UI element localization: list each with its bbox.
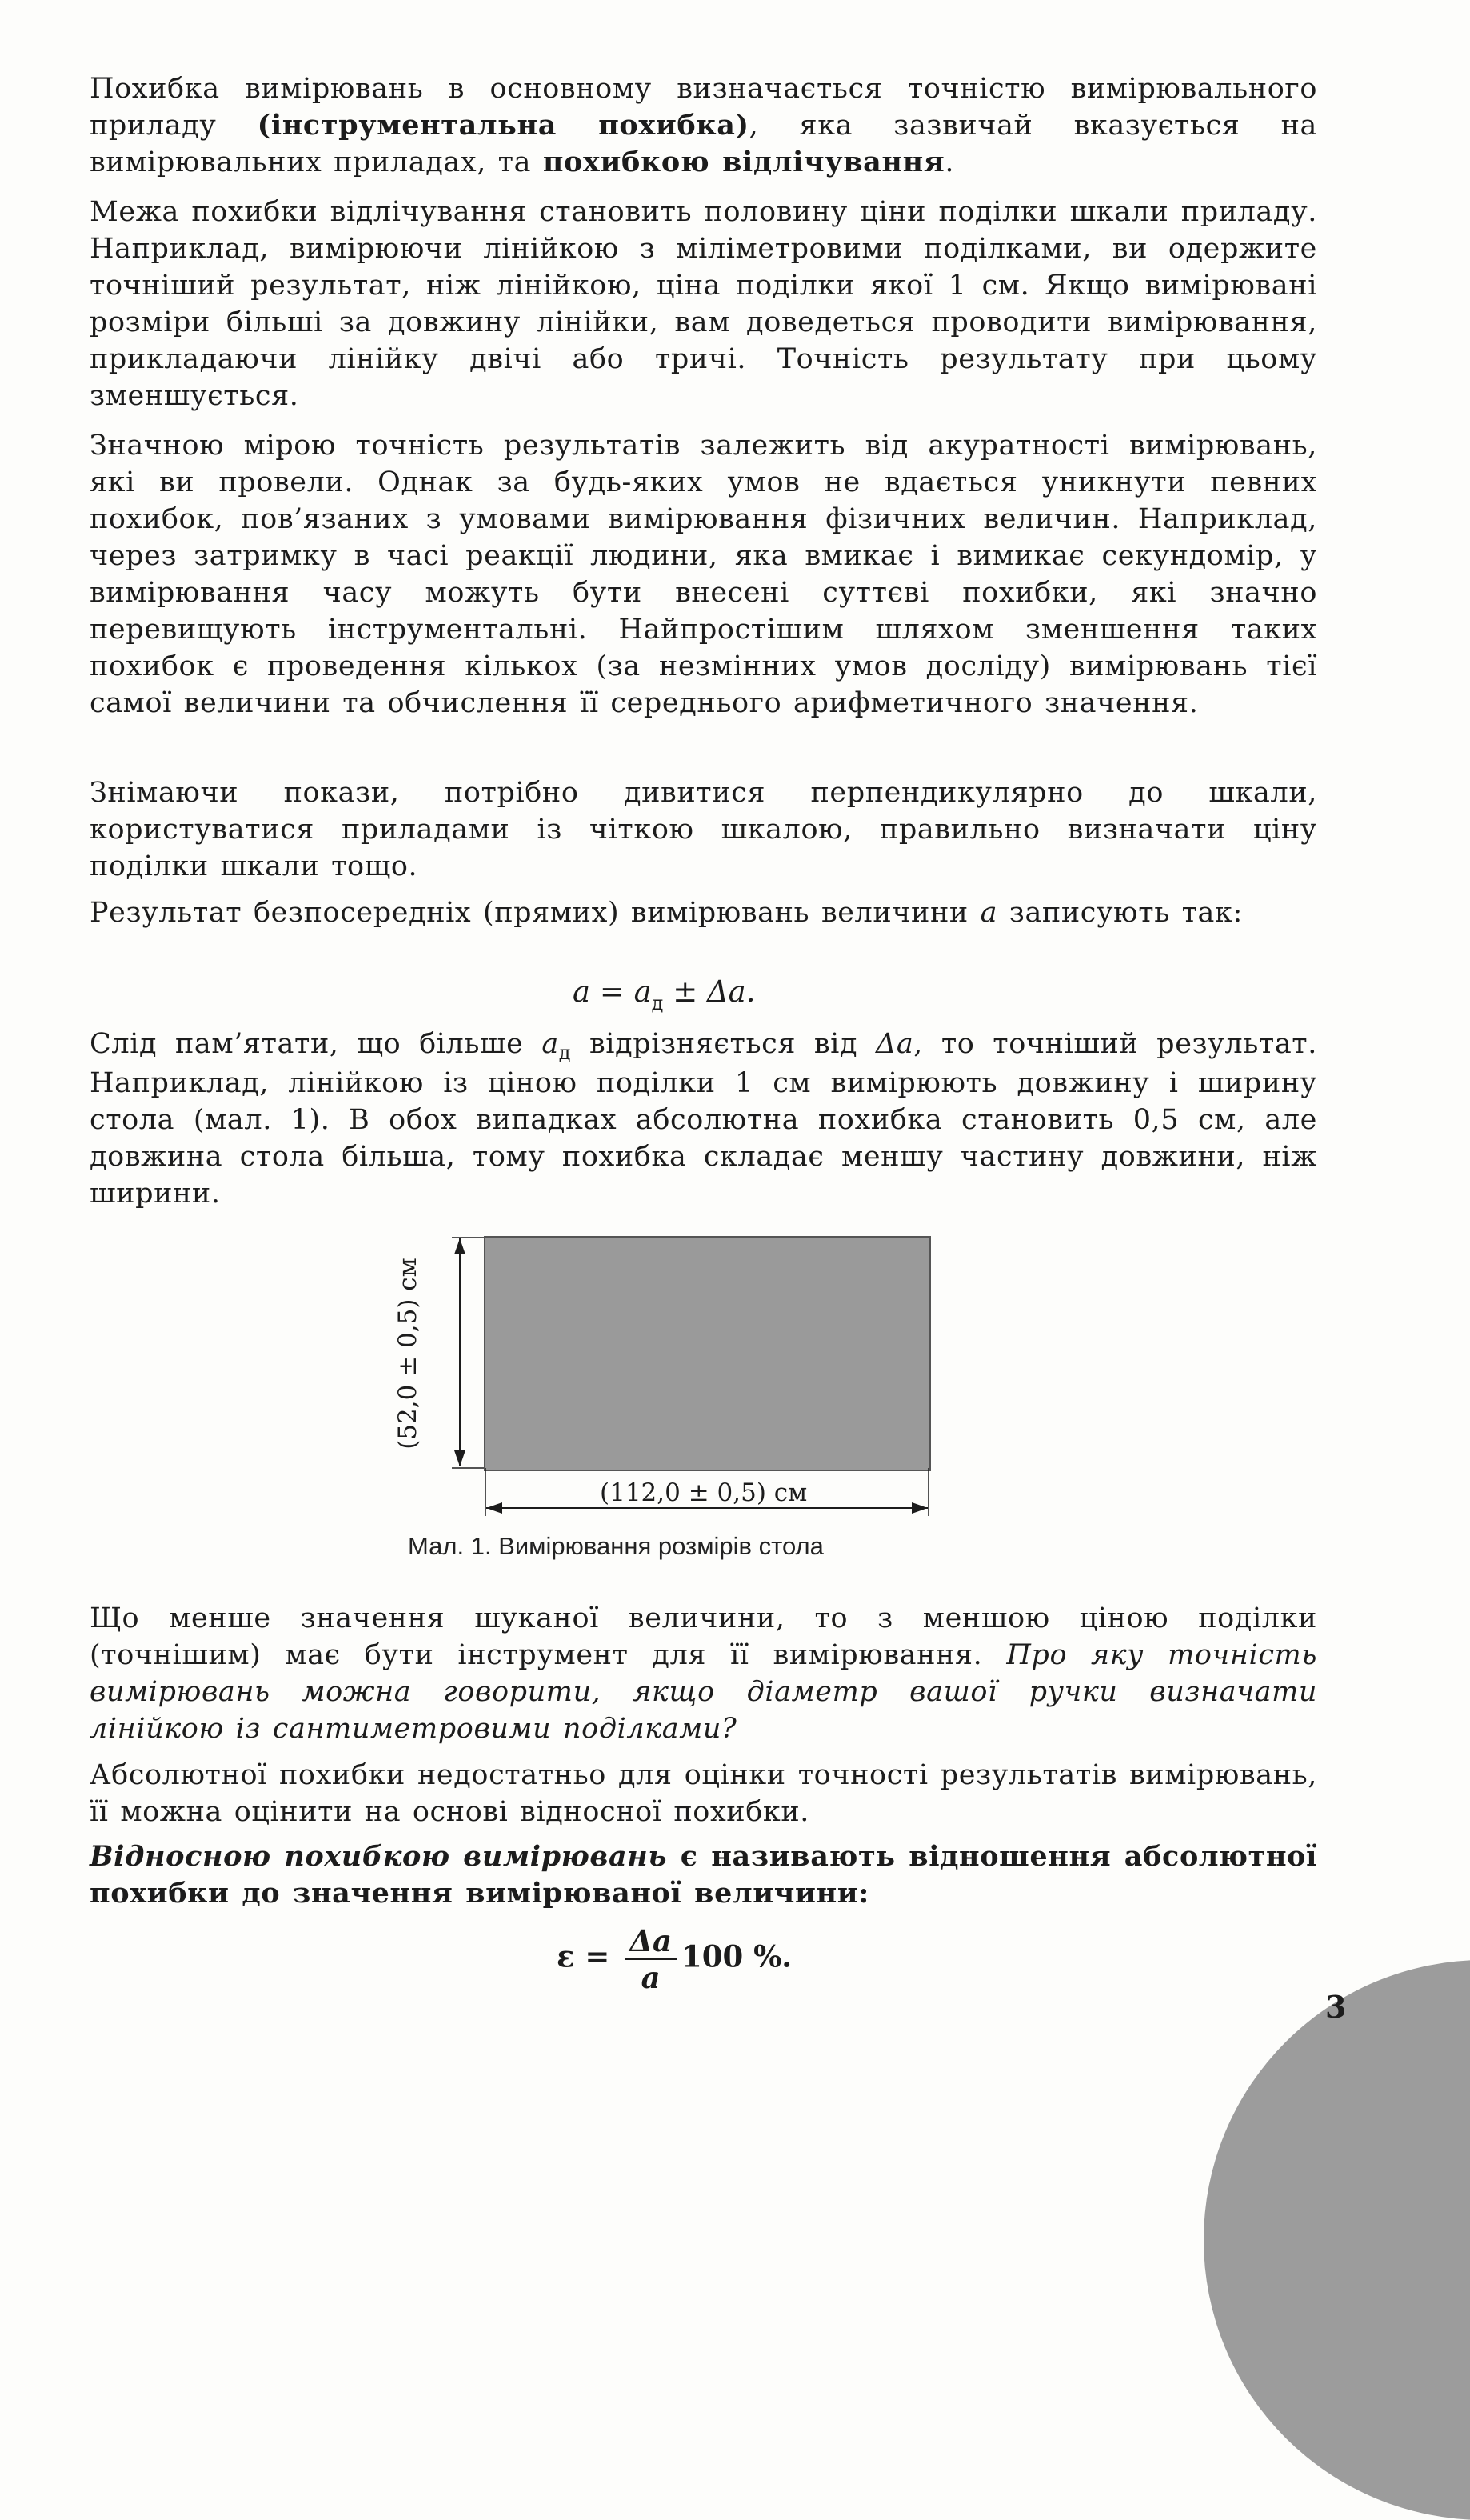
corner-decoration [1204, 1960, 1470, 2520]
paragraph-2 [90, 194, 1317, 414]
p9-definition: є називають відношення абсолютної похибки до значення вимірюваної величини: [90, 1840, 1317, 1910]
p8-text: Абсолютної похибки недостатньо для оцінки точності результатів вимірювань, її можна оцінити на основі відносної похибки. [90, 1759, 1317, 1828]
formula-2-rest: 100 %. [681, 1938, 793, 1974]
p5-text-b: записують так: [997, 897, 1243, 929]
paragraph-8 [90, 1757, 1317, 1830]
paragraph-5 [90, 894, 1317, 931]
p1-bold-d: похибкою відлічування [542, 146, 945, 178]
figure-caption: Мал. 1. Вимірювання розмірів стола [408, 1532, 824, 1560]
formula-2-numerator: Δa [625, 1923, 677, 1960]
paragraph-9 [90, 1838, 1317, 1912]
formula-2-lhs: ε = [557, 1938, 621, 1974]
formula-1-rest: ± Δa. [663, 974, 756, 1009]
formula-2-fraction [625, 1923, 677, 1995]
vertical-arrow-top [454, 1238, 465, 1254]
p1-bold-b: (інструментальна похибка) [257, 109, 749, 142]
p6-text-c: , то точніший результат. Наприклад, лінійкою із ціною поділки 1 см вимірюють довжину і ширину стола (мал. 1). В обох випадках абсолютна похибка становить 0,5 см, але довжина стола більша, тому похибка складає меншу частину довжини, ніж ширини. [90, 1028, 1317, 1210]
p2-text: Межа похибки відлічування становить половину ціни поділки шкали приладу. Наприклад, вимірюючи лінійкою з міліметровими поділками, ви одержите точніший результат, ніж лінійкою, ціна поділки якої 1 см. Якщо вимірювані розміри більші за довжину лінійки, вам доведеться проводити вимірювання, прикладаючи лінійку двічі або тричі. Точність результату при цьому зменшується. [90, 196, 1317, 412]
figure-table-measurement [393, 1224, 1008, 1544]
p1-text-e: . [945, 146, 955, 178]
p6-subscript: д [558, 1042, 572, 1064]
p4-text: Знімаючи покази, потрібно дивитися перпендикулярно до шкали, користуватися приладами із чіткою шкалою, правильно визначати ціну поділки шкали тощо. [90, 777, 1317, 882]
formula-direct-measurement [573, 974, 756, 1014]
p1-text-c: , яка зазвичай вказується на вимірювальних приладах, та [90, 110, 1317, 178]
p9-term: Відносною похибкою вимірювань [90, 1840, 668, 1873]
width-label: (112,0 ± 0,5) см [600, 1478, 808, 1507]
p6-text-b: відрізняється від [571, 1028, 876, 1060]
formula-1-sub: д [651, 992, 664, 1014]
paragraph-1 [90, 70, 1317, 181]
formula-1-var: a [633, 974, 652, 1009]
height-label: (52,0 ± 0,5) см [393, 1258, 422, 1450]
formula-relative-error [557, 1923, 792, 1995]
horizontal-arrow-left [486, 1502, 502, 1514]
formula-1-lhs: a [573, 974, 591, 1009]
p7-text-a: Що менше значення шуканої величини, то з меншою ціною поділки (точнішим) має бути інструмент для її вимірювання. [90, 1602, 1317, 1671]
p6-text-a: Слід пам’ятати, що більше [90, 1028, 542, 1060]
p5-text-a: Результат безпосередніх (прямих) вимірювань величини [90, 897, 981, 929]
formula-1-eq: = [590, 974, 634, 1009]
paragraph-6 [90, 1026, 1317, 1212]
p6-variable: a [541, 1028, 559, 1060]
paragraph-4 [90, 774, 1317, 885]
vertical-arrow-bottom [454, 1450, 465, 1466]
p1-text-a: Похибка вимірювань в основному визначається точністю вимірювального приладу [90, 73, 1317, 142]
p3-text: Значною мірою точність результатів залежить від акуратності вимірювань, які ви провели. Однак за будь-яких умов не вдається уникнути певних похибок, пов’язаних з умовами вимірювання фізичних величин. Наприклад, через затримку в часі реакції людини, яка вмикає і вимикає секундомір, у вимірювання часу можуть бути внесені суттєві похибки, які значно перевищують інструментальні. Найпростішим шляхом зменшення таких похибок є проведення кількох (за незмінних умов досліду) вимірювань тієї самої величини та обчислення її середнього арифметичного значення. [90, 430, 1317, 719]
p5-variable: a [980, 897, 998, 929]
p6-delta: Δa [875, 1028, 914, 1060]
formula-2-denominator: a [641, 1960, 661, 1995]
paragraph-3 [90, 427, 1317, 722]
p7-question: Про яку точність вимірювань можна говорити, якщо діаметр вашої ручки визначати лінійкою із сантиметровими поділками? [90, 1639, 1317, 1745]
paragraph-7 [90, 1600, 1317, 1747]
horizontal-arrow-right [912, 1502, 928, 1514]
page-number: 3 [1325, 1989, 1347, 2025]
